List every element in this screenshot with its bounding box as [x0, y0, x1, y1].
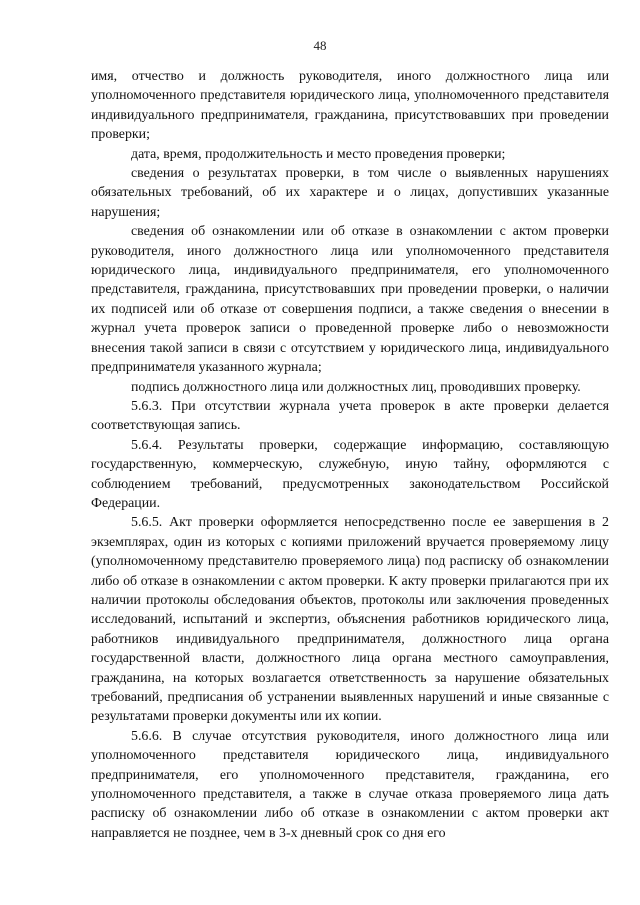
document-body: [91, 67, 609, 843]
paragraph-5-6-3: 5.6.3. При отсутствии журнала учета проверок в акте проверки делается соответствующая запись.: [91, 398, 609, 434]
paragraph-5-6-6: 5.6.6. В случае отсутствия руководителя, иного должностного лица или уполномоченного представителя юридического лица, индивидуального предпринимателя, его уполномоченного представителя, гражданина, его уполномоченного представителя, а также в случае отказа проверяемого лица дать расписку об ознакомлении либо об отказе в ознакомлении с актом проверки акт направляется не позднее, чем в 3-х дневный срок со дня его: [91, 728, 609, 841]
paragraph-inspection-participants: имя, отчество и должность руководителя, иного должностного лица или уполномоченного представителя юридического лица, уполномоченного представителя индивидуального предпринимателя, гражданина, присутствовавших при проведении проверки;: [91, 69, 609, 143]
paragraph-5-6-4: 5.6.4. Результаты проверки, содержащие информацию, составляющую государственную, коммерческую, служебную, иную тайну, оформляются с соблюдением требований, предусмотренных законодательством Российской Федерации.: [91, 437, 609, 511]
paragraph-5-6-5: 5.6.5. Акт проверки оформляется непосредственно после ее завершения в 2 экземплярах, один из которых с копиями приложений вручается проверяемому лицу (уполномоченному представителю проверяемого лица) под расписку об ознакомлении либо об отказе в ознакомлении с актом проверки. К акту проверки прилагаются при их наличии протоколы обследования объектов, протоколы или заключения проведенных исследований, испытаний и экспертиз, объяснения работников юридического лица, работников индивидуального предпринимателя, должностного лица органа государственной власти, должностного лица органа местного самоуправления, гражданина, на которых возлагается ответственность за нарушение обязательных требований, предписания об устранении выявленных нарушений и иные связанные с результатами проверки документы или их копии.: [91, 515, 609, 725]
paragraph-official-signature: подпись должностного лица или должностных лиц, проводивших проверку.: [131, 379, 581, 395]
paragraph-inspection-date-time: дата, время, продолжительность и место проведения проверки;: [131, 146, 506, 162]
paragraph-acquaintance-info: сведения об ознакомлении или об отказе в ознакомлении с актом проверки руководителя, иного должностного лица или уполномоченного представителя юридического лица, индивидуального предпринимателя, его уполномоченного представителя, гражданина, присутствовавших при проведении проверки, о наличии их подписей или об отказе от совершения подписи, а также сведения о внесении в журнал учета проверок записи о проведенной проверке либо о невозможности внесения такой записи в связи с отсутствием у юридического лица, индивидуального предпринимателя указанного журнала;: [91, 224, 609, 376]
paragraph-inspection-results: сведения о результатах проверки, в том числе о выявленных нарушениях обязательных требований, об их характере и о лицах, допустивших указанные нарушения;: [91, 166, 609, 220]
page-number: 48: [313, 38, 327, 53]
